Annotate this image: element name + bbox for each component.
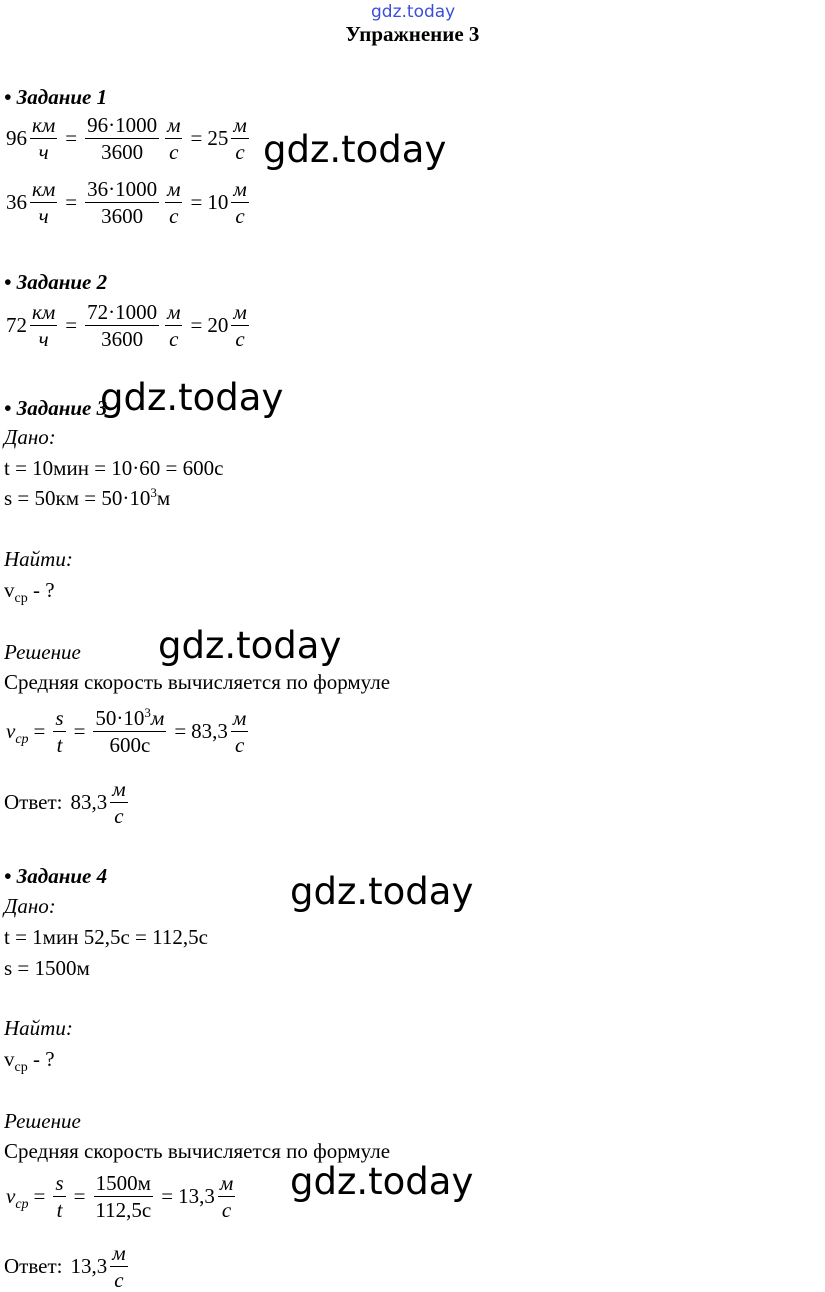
unit-fraction: $\frac{м}{с}$ (167, 300, 181, 351)
unit-fraction: $\frac{м}{с}$ (167, 113, 181, 164)
task3-find-value: $v_{ср}$ - ? (4, 578, 55, 607)
number: 96 (6, 126, 27, 150)
watermark: gdz.today (263, 128, 447, 171)
task3-solution-label: Решение (4, 640, 81, 664)
task4-given-s: s = 1500м (4, 956, 90, 980)
task4-heading: • Задание 4 (4, 864, 108, 888)
s-over-t-fraction: $\frac{s}{t}$ (55, 1171, 64, 1222)
unit-fraction: $\frac{км}{ч}$ (32, 177, 56, 228)
page-title: Упражнение 3 (345, 22, 480, 46)
speed-symbol: $v_{ср}$ (6, 1184, 29, 1213)
watermark: gdz.today (290, 1160, 474, 1203)
task4-solution-label: Решение (4, 1109, 81, 1133)
task1-heading: • Задание 1 (4, 85, 108, 109)
result: 25 (207, 126, 229, 150)
s-over-t-fraction: $\frac{s}{t}$ (55, 706, 64, 757)
answer-value: 13,3 (70, 1254, 108, 1278)
task3-heading: • Задание 3 (4, 396, 108, 420)
unit-fraction: $\frac{км}{ч}$ (32, 113, 56, 164)
task1-equation-1: 96 $\frac{км}{ч}$ = $\frac{96\cdot 1000}{3600}$ $\frac{м}{с}$ = 25 $\frac{м}{с}$ (6, 113, 247, 164)
speed-symbol: $v_{ср}$ (6, 719, 29, 748)
task3-solution-text: Средняя скорость вычисляется по формуле (4, 670, 391, 694)
task4-formula: $v_{ср}$ = $\frac{s}{t}$ = $\frac{1500м}{112,5с}$ = 13,3 $\frac{м}{с}$ (6, 1171, 234, 1222)
task2-heading: • Задание 2 (4, 270, 108, 294)
task4-answer (4, 1242, 131, 1291)
task3-given-label: Дано: (4, 425, 56, 449)
conversion-fraction: $\frac{72\cdot 1000}{3600}$ (87, 300, 158, 351)
unit-fraction: $\frac{м}{с}$ (233, 300, 247, 351)
number: 72 (6, 313, 27, 337)
unit-fraction: $\frac{м}{с}$ (219, 1171, 234, 1222)
value-fraction: $\frac{1500м}{112,5с}$ (95, 1171, 152, 1222)
task4-find-label: Найти: (4, 1016, 73, 1040)
watermark-top: gdz.today (371, 2, 456, 22)
value-fraction: $\frac{50\cdot 10^3м}{600с}$ (95, 705, 165, 757)
conversion-fraction: $\frac{36\cdot 1000}{3600}$ (87, 177, 158, 228)
result: 20 (207, 313, 229, 337)
result: 83,3 (191, 719, 228, 743)
unit-fraction: $\frac{м}{с}$ (233, 177, 247, 228)
unit-fraction: $\frac{м}{с}$ (233, 113, 247, 164)
answer-value: 83,3 (70, 790, 108, 814)
task4-given-label: Дано: (4, 894, 56, 918)
watermark: gdz.today (100, 376, 284, 419)
task4-solution-text: Средняя скорость вычисляется по формуле (4, 1139, 391, 1163)
task3-answer (4, 778, 131, 827)
task4-given-t: t = 1мин 52,5с = 112,5с (4, 925, 208, 949)
number: 36 (6, 190, 27, 214)
unit-fraction: $\frac{м}{с}$ (112, 1241, 126, 1292)
answer-label: Ответ: (4, 1254, 63, 1278)
task3-formula: $v_{ср}$ = $\frac{s}{t}$ = $\frac{50\cdot 10^3м}{600с}$ = 83,3 $\frac{м}{с}$ (6, 705, 247, 757)
answer-label: Ответ: (4, 790, 63, 814)
unit-fraction: $\frac{м}{с}$ (112, 777, 126, 828)
task3-given-t: t = 10мин = 10·60 = 600с (4, 456, 224, 480)
task3-find-label: Найти: (4, 547, 73, 571)
result: 13,3 (178, 1184, 215, 1208)
task4-find-value: $v_{ср}$ - ? (4, 1047, 55, 1076)
unit-fraction: $\frac{м}{с}$ (232, 706, 247, 757)
watermark: gdz.today (158, 624, 342, 667)
unit-fraction: $\frac{м}{с}$ (167, 177, 181, 228)
task1-equation-2: 36 $\frac{км}{ч}$ = $\frac{36\cdot 1000}{3600}$ $\frac{м}{с}$ = 10 $\frac{м}{с}$ (6, 177, 247, 228)
task3-given-s: $s = 50км = 50\cdot 10^3м$ (4, 485, 171, 510)
conversion-fraction: $\frac{96\cdot 1000}{3600}$ (87, 113, 158, 164)
watermark: gdz.today (290, 870, 474, 913)
task2-equation-1: 72 $\frac{км}{ч}$ = $\frac{72\cdot 1000}{3600}$ $\frac{м}{с}$ = 20 $\frac{м}{с}$ (6, 300, 247, 351)
result: 10 (207, 190, 229, 214)
unit-fraction: $\frac{км}{ч}$ (32, 300, 56, 351)
